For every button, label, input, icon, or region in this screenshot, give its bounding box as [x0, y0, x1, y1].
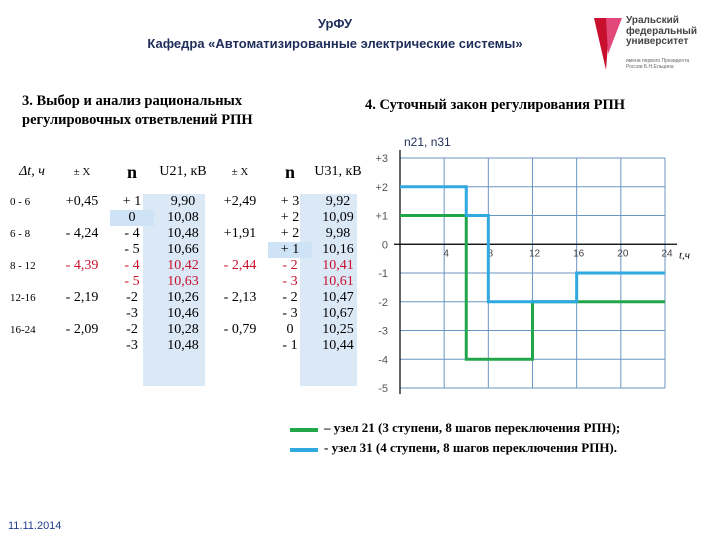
- cell-dx1: +0,45: [65, 194, 99, 209]
- table-row: [10, 226, 364, 242]
- cell-time: 6 - 8: [10, 228, 31, 240]
- header-org: УрФУ: [317, 16, 353, 31]
- cell-u21: 10,26: [167, 290, 199, 305]
- y-tick-label: -3: [378, 325, 388, 338]
- x-tick-label: 4: [443, 248, 449, 260]
- table-row: [10, 258, 364, 274]
- cell-n2: + 3: [280, 194, 300, 209]
- cell-dx2: [212, 274, 268, 290]
- cell-dx2: +2,49: [223, 194, 257, 209]
- x-tick-label: 24: [661, 248, 673, 260]
- x-axis-label: t,ч: [679, 249, 691, 262]
- legend-line-blue: [290, 448, 318, 452]
- cell-dx2: [212, 338, 268, 354]
- cell-u31: 10,67: [322, 306, 354, 321]
- y-tick-label: +2: [375, 181, 388, 194]
- cell-u21: 10,42: [167, 258, 199, 273]
- cell-n1: -3: [126, 338, 138, 353]
- cell-u21: 10,48: [167, 226, 199, 241]
- cell-dx2: - 2,13: [223, 290, 257, 305]
- cell-n2: - 2: [282, 290, 298, 305]
- section4-title: 4. Суточный закон регулирования РПН: [365, 97, 626, 113]
- cell-time: 16-24: [10, 324, 36, 336]
- cell-n1: + 1: [122, 194, 142, 209]
- table-row: [10, 290, 364, 306]
- cell-u31: 10,44: [322, 338, 354, 353]
- cell-n2: - 3: [282, 306, 298, 321]
- cell-n1: - 4: [124, 226, 140, 241]
- legend-text-21: – узел 21 (3 ступени, 8 шагов переключения РПН);: [324, 420, 621, 435]
- cell-u31: 10,09: [322, 210, 354, 225]
- header-n1: n: [126, 161, 137, 182]
- cell-time: [10, 210, 54, 226]
- cell-n1: -2: [126, 322, 138, 337]
- y-tick-label: +3: [375, 153, 388, 165]
- cell-dx1: [54, 210, 110, 226]
- cell-dx2: +1,91: [223, 226, 257, 241]
- cell-n2: + 1: [268, 242, 312, 258]
- legend-text-31: - узел 31 (4 ступени, 8 шагов переключения РПН).: [324, 440, 618, 455]
- cell-n2: - 2: [282, 258, 298, 273]
- table-row: [10, 322, 364, 338]
- cell-dx2: - 2,44: [223, 258, 257, 273]
- x-tick-label: 16: [573, 248, 585, 260]
- cell-n1: - 5: [124, 274, 140, 289]
- cell-u21: 10,63: [167, 274, 199, 289]
- cell-u31: 10,16: [322, 242, 354, 257]
- cell-n2: - 1: [282, 338, 298, 353]
- x-tick-label: 12: [528, 248, 541, 260]
- y-tick-label: 0: [381, 239, 388, 252]
- logo-mark-pink: [606, 18, 622, 54]
- cell-u31: 10,41: [322, 258, 354, 273]
- header-n2: n: [284, 161, 295, 182]
- cell-u31: 9,98: [325, 226, 351, 241]
- y-tick-label: -5: [378, 383, 388, 395]
- cell-n2: 0: [286, 322, 294, 337]
- cell-n1: - 5: [124, 242, 140, 257]
- header-u31: U31, кВ: [314, 164, 362, 179]
- cell-dx1: [54, 338, 110, 354]
- university-name: Уральский федеральный университет: [626, 15, 697, 47]
- x-tick-label: 8: [487, 248, 494, 260]
- cell-u21: 10,66: [167, 242, 199, 257]
- legend-line-green: [290, 428, 318, 432]
- y-tick-label: -4: [378, 354, 388, 367]
- cell-time: 12-16: [10, 292, 36, 304]
- cell-u21: 10,48: [167, 338, 199, 353]
- cell-dx2: - 0,79: [223, 322, 257, 337]
- cell-time: 0 - 6: [10, 196, 31, 208]
- tap-selection-table: [10, 150, 364, 354]
- cell-dx1: - 4,39: [65, 258, 99, 273]
- cell-n2: + 2: [280, 210, 300, 225]
- table-row: [10, 194, 364, 210]
- cell-dx2: [212, 210, 268, 226]
- cell-time: [10, 338, 54, 354]
- university-subtitle: имени первого Президента России Б.Н.Ельцина: [626, 58, 690, 70]
- cell-time: [10, 306, 54, 322]
- cell-dx1: [54, 242, 110, 258]
- table-row: [10, 274, 364, 290]
- header-department: Кафедра «Автоматизированные электрические системы»: [147, 36, 523, 51]
- table-row: [10, 306, 364, 322]
- cell-n2: - 3: [282, 274, 298, 289]
- cell-u31: 10,25: [322, 322, 354, 337]
- section3-title: 3. Выбор и анализ рациональных регулировочных ответвлений РПН: [22, 93, 253, 128]
- cell-n1: 0: [110, 210, 154, 226]
- cell-u31: 10,47: [322, 290, 354, 305]
- header-dx1: ± X: [73, 166, 91, 178]
- cell-dx1: - 2,19: [65, 290, 99, 305]
- y-axis-label: n21, n31: [404, 135, 451, 149]
- table-row: [10, 338, 364, 354]
- y-tick-label: -2: [378, 296, 388, 309]
- cell-u31: 9,92: [325, 194, 351, 209]
- cell-dx1: - 2,09: [65, 322, 99, 337]
- regulation-chart: [360, 130, 720, 400]
- header-u21: U21, кВ: [159, 164, 207, 179]
- table-row: [10, 210, 364, 226]
- cell-n1: -2: [126, 290, 138, 305]
- header-time: Δt, ч: [19, 164, 45, 179]
- cell-dx1: [54, 306, 110, 322]
- y-tick-label: +1: [375, 210, 388, 223]
- footer-date: 11.11.2014: [8, 520, 62, 532]
- cell-n1: -3: [126, 306, 138, 321]
- cell-u21: 10,08: [167, 210, 199, 225]
- y-tick-label: -1: [378, 268, 388, 280]
- table-row: [10, 242, 364, 258]
- x-tick-label: 20: [617, 248, 629, 260]
- cell-u21: 10,46: [167, 306, 199, 321]
- cell-dx2: [212, 306, 268, 322]
- cell-n1: - 4: [124, 258, 140, 273]
- header-dx2: ± X: [231, 166, 249, 178]
- cell-u21: 10,28: [167, 322, 199, 337]
- cell-time: [10, 274, 54, 290]
- cell-time: [10, 242, 54, 258]
- cell-n2: + 2: [280, 226, 300, 241]
- cell-dx2: [212, 242, 268, 258]
- cell-dx1: [54, 274, 110, 290]
- cell-time: 8 - 12: [10, 260, 36, 272]
- cell-u21: 9,90: [170, 194, 196, 209]
- cell-dx1: - 4,24: [65, 226, 99, 241]
- cell-u31: 10,61: [322, 274, 354, 289]
